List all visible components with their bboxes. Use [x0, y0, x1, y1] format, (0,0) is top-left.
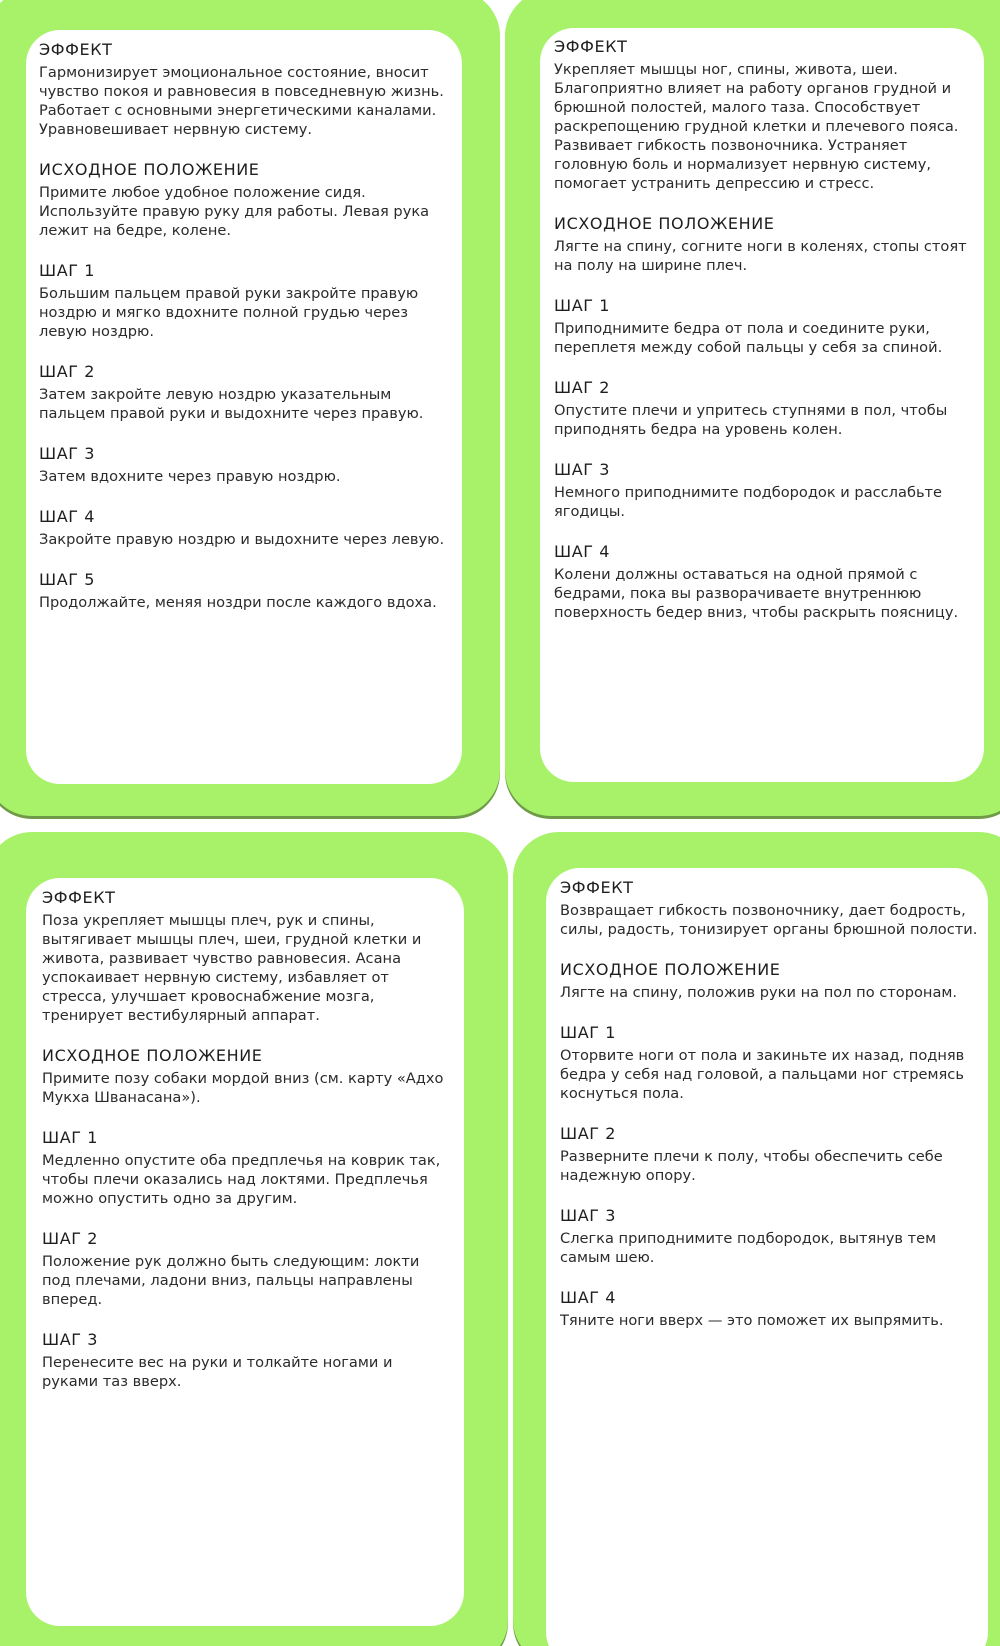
start-position-text: Примите любое удобное положение сидя. Используйте правую руку для работы. Левая рука лежит на бедре, колене. — [39, 184, 430, 239]
step-1 — [560, 1023, 978, 1103]
step-text: Разверните плечи к полу, чтобы обеспечить себе надежную опору. — [560, 1148, 943, 1184]
step-heading: ШАГ 4 — [554, 542, 611, 561]
step-heading: ШАГ 2 — [39, 362, 96, 381]
effect-text: Гармонизирует эмоциональное состояние, вносит чувство покоя и равновесия в повседневную жизнь. Работает с основными энергетическими каналами. Уравновешивает нервную систему. — [39, 64, 444, 138]
step-text: Оторвите ноги от пола и закиньте их назад, подняв бедра у себя над головой, а пальцами ног стремясь коснуться пола. — [560, 1047, 965, 1102]
step-heading: ШАГ 5 — [39, 570, 96, 589]
card-content — [26, 878, 464, 1626]
step-text: Немного приподнимите подбородок и расслабьте ягодицы. — [554, 484, 943, 520]
effect-section — [39, 40, 452, 139]
step-text: Слегка приподнимите подбородок, вытянув тем самым шею. — [560, 1230, 937, 1266]
step-heading: ШАГ 1 — [554, 296, 611, 315]
start-position-text: Примите позу собаки мордой вниз (см. карту «Адхо Мукха Шванасана»). — [42, 1070, 444, 1106]
step-text: Затем закройте левую ноздрю указательным пальцем правой руки и выдохните через правую. — [39, 386, 424, 422]
start-position-section — [42, 1046, 452, 1107]
effect-heading: ЭФФЕКТ — [560, 878, 634, 897]
step-text: Большим пальцем правой руки закройте правую ноздрю и мягко вдохните полной грудью через левую ноздрю. — [39, 285, 419, 340]
step-text: Положение рук должно быть следующим: локти под плечами, ладони вниз, пальцы направлены вперед. — [42, 1253, 420, 1308]
yoga-card-1 — [0, 0, 500, 816]
step-heading: ШАГ 2 — [554, 378, 611, 397]
step-4 — [39, 507, 452, 549]
step-2 — [39, 362, 452, 423]
start-position-section — [39, 160, 452, 240]
effect-text: Поза укрепляет мышцы плеч, рук и спины, вытягивает мышцы плеч, шеи, грудной клетки и живота, развивает чувство равновесия. Асана успокаивает нервную систему, избавляет от стресса, улучшает кровоснабжение мозга, тренирует вестибулярный аппарат. — [42, 912, 422, 1024]
step-heading: ШАГ 1 — [42, 1128, 99, 1147]
card-content — [26, 30, 462, 784]
step-text: Медленно опустите оба предплечья на коврик так, чтобы плечи оказались над локтями. Предплечья можно опустить одно за другим. — [42, 1152, 441, 1207]
step-3 — [554, 460, 972, 521]
step-heading: ШАГ 1 — [560, 1023, 617, 1042]
step-text: Опустите плечи и упритесь ступнями в пол, чтобы приподнять бедра на уровень колен. — [554, 402, 948, 438]
step-heading: ШАГ 3 — [560, 1206, 617, 1225]
step-1 — [554, 296, 972, 357]
effect-text: Укрепляет мышцы ног, спины, живота, шеи. Благоприятно влияет на работу органов грудной и брюшной полостей, малого таза. Способствует раскрепощению грудной клетки и плечевого пояса. Развивает гибкость позвоночника. Устраняет головную боль и нормализует нервную систему, помогает устранить депрессию и стресс. — [554, 61, 959, 192]
step-5 — [39, 570, 452, 612]
start-position-text: Лягте на спину, положив руки на пол по сторонам. — [560, 984, 958, 1001]
step-text: Затем вдохните через правую ноздрю. — [39, 468, 341, 485]
effect-heading: ЭФФЕКТ — [42, 888, 116, 907]
start-position-heading: ИСХОДНОЕ ПОЛОЖЕНИЕ — [39, 160, 260, 179]
step-4 — [560, 1288, 978, 1330]
yoga-card-3 — [0, 832, 508, 1646]
effect-section — [554, 37, 972, 193]
step-heading: ШАГ 1 — [39, 261, 96, 280]
step-2 — [42, 1229, 452, 1309]
step-text: Перенесите вес на руки и толкайте ногами и руками таз вверх. — [42, 1354, 393, 1390]
card-content — [546, 868, 988, 1646]
step-heading: ШАГ 4 — [39, 507, 96, 526]
step-1 — [42, 1128, 452, 1208]
step-3 — [560, 1206, 978, 1267]
step-text: Закройте правую ноздрю и выдохните через левую. — [39, 531, 445, 548]
yoga-card-2 — [505, 0, 1000, 816]
step-1 — [39, 261, 452, 341]
effect-heading: ЭФФЕКТ — [39, 40, 113, 59]
effect-section — [42, 888, 452, 1025]
step-4 — [554, 542, 972, 622]
card-content — [540, 28, 984, 782]
step-text: Продолжайте, меняя ноздри после каждого вдоха. — [39, 594, 437, 611]
step-3 — [39, 444, 452, 486]
start-position-section — [554, 214, 972, 275]
step-2 — [560, 1124, 978, 1185]
effect-text: Возвращает гибкость позвоночнику, дает бодрость, силы, радость, тонизирует органы брюшной полости. — [560, 902, 978, 938]
start-position-heading: ИСХОДНОЕ ПОЛОЖЕНИЕ — [42, 1046, 263, 1065]
step-text: Колени должны оставаться на одной прямой с бедрами, пока вы разворачиваете внутреннюю поверхность бедер вниз, чтобы раскрыть поясницу. — [554, 566, 959, 621]
step-heading: ШАГ 2 — [560, 1124, 617, 1143]
start-position-section — [560, 960, 978, 1002]
step-heading: ШАГ 3 — [39, 444, 96, 463]
step-2 — [554, 378, 972, 439]
start-position-text: Лягте на спину, согните ноги в коленях, стопы стоят на полу на ширине плеч. — [554, 238, 967, 274]
step-heading: ШАГ 3 — [554, 460, 611, 479]
step-text: Тяните ноги вверх — это поможет их выпрямить. — [560, 1312, 944, 1329]
start-position-heading: ИСХОДНОЕ ПОЛОЖЕНИЕ — [554, 214, 775, 233]
step-heading: ШАГ 4 — [560, 1288, 617, 1307]
step-text: Приподнимите бедра от пола и соедините руки, переплетя между собой пальцы у себя за спиной. — [554, 320, 943, 356]
start-position-heading: ИСХОДНОЕ ПОЛОЖЕНИЕ — [560, 960, 781, 979]
step-3 — [42, 1330, 452, 1391]
step-heading: ШАГ 2 — [42, 1229, 99, 1248]
effect-section — [560, 878, 978, 939]
effect-heading: ЭФФЕКТ — [554, 37, 628, 56]
yoga-card-4 — [513, 832, 1000, 1646]
step-heading: ШАГ 3 — [42, 1330, 99, 1349]
